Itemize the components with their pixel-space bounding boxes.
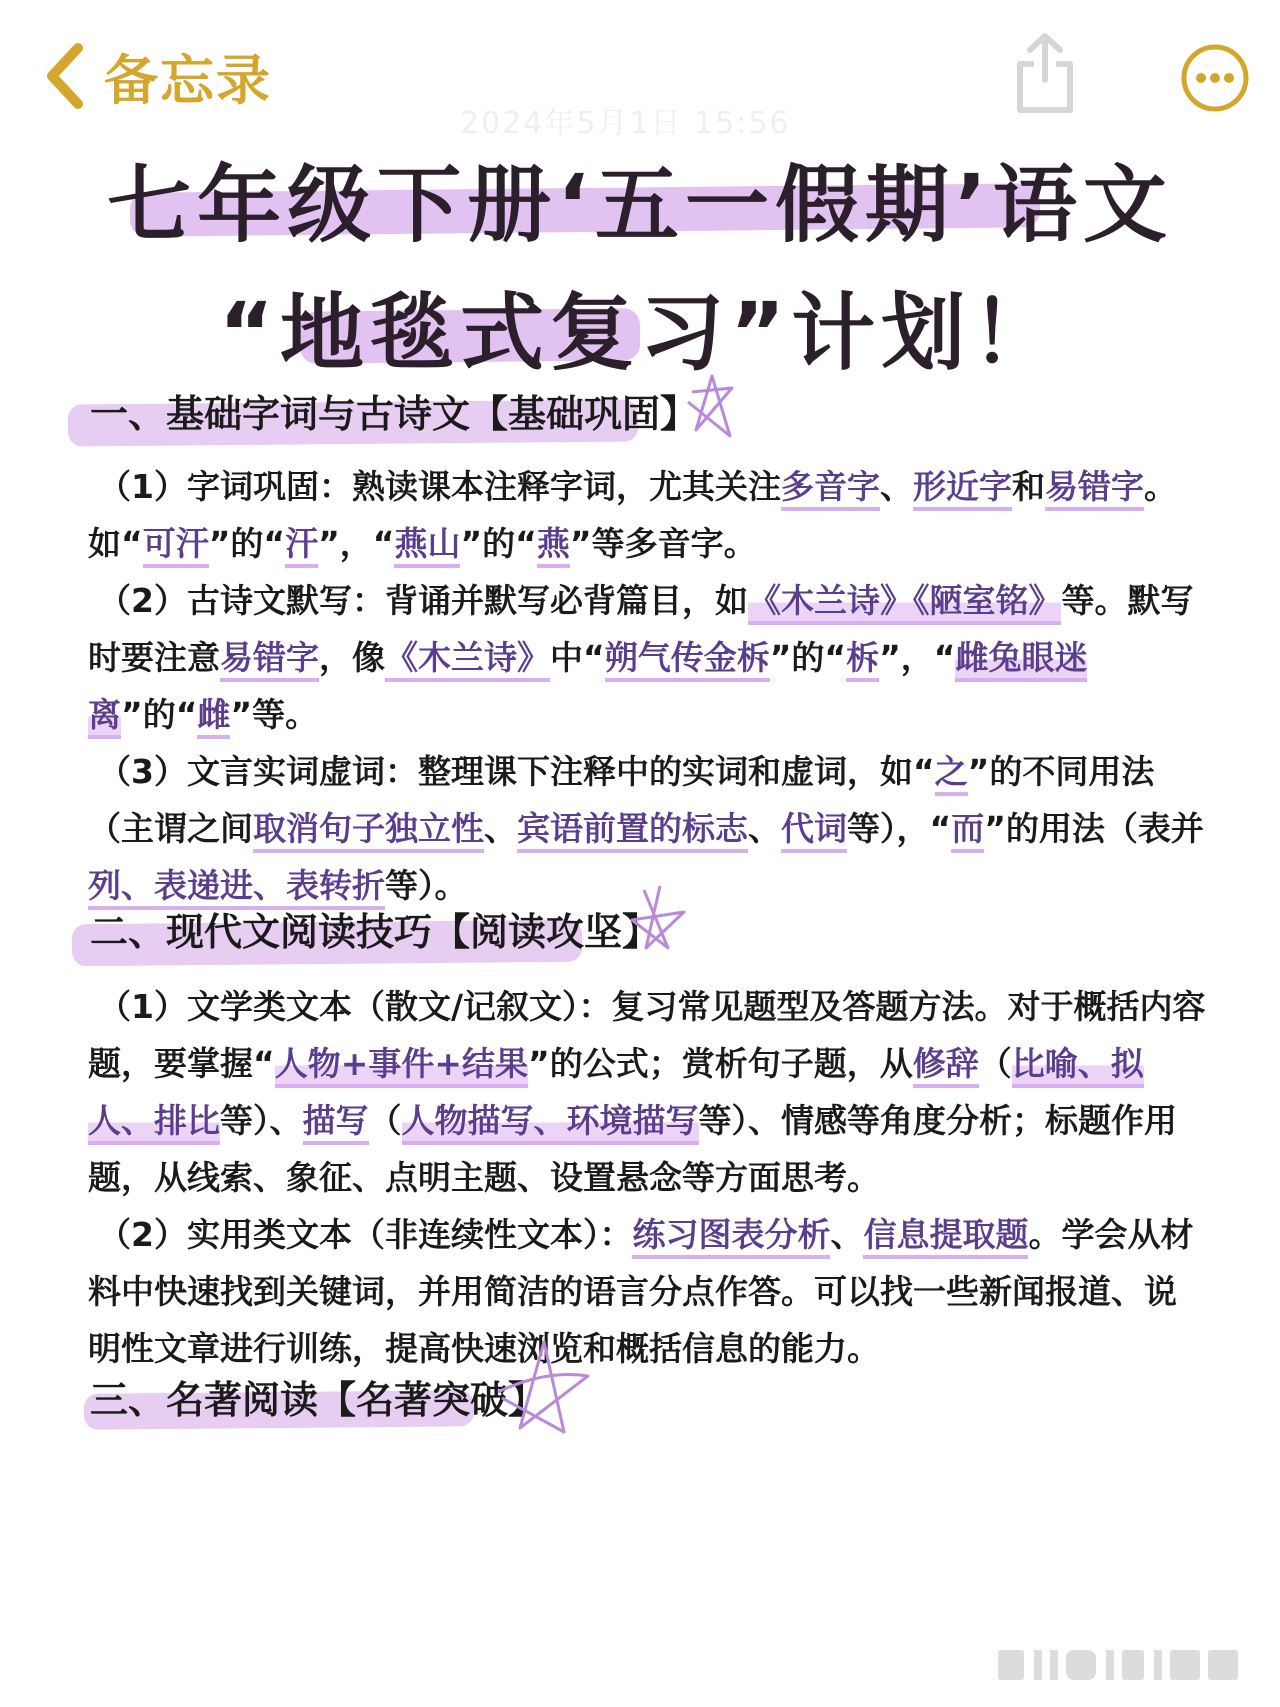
chevron-left-icon — [40, 40, 90, 112]
list-item: （1）文学类文本（散文/记叙文）：复习常见题型及答题方法。对于概括内容题，要掌握“人物+事件+结果”的公式；赏析句子题，从修辞（比喻、拟人、排比等）、描写（人物描写、环境描写等）、情感等角度分析；标题作用题，从线索、象征、点明主题、设置悬念等方面思考。 — [88, 987, 1206, 1197]
more-options-icon[interactable] — [1180, 43, 1250, 113]
section-heading: 二、现代文阅读技巧【阅读攻坚】 — [90, 910, 661, 954]
section-heading: 一、基础字词与古诗文【基础巩固】 — [90, 392, 699, 436]
list-item: （3）文言实词虚词：整理课下注释中的实词和虚词，如“之”的不同用法（主谓之间取消句子独立性、宾语前置的标志、代词等），“而”的用法（表并列、表递进、表转折等）。 — [88, 743, 1208, 914]
back-button[interactable] — [40, 40, 272, 112]
note-date: 2024年5月1日 15:56 — [460, 106, 791, 141]
list-item: （2）实用类文本（非连续性文本）：练习图表分析、信息提取题。学会从材料中快速找到关键词，并用简洁的语言分点作答。可以找一些新闻报道、说明性文章进行训练，提高快速浏览和概括信息的能力。 — [88, 1215, 1194, 1368]
page-subtitle: “地毯式复习”计划！ — [218, 284, 1062, 382]
share-icon[interactable] — [1010, 30, 1080, 116]
list-item: （1）字词巩固：熟读课本注释字词，尤其关注多音字、形近字和易错字。如“可汗”的“汗”，“燕山”的“燕”等多音字。 — [88, 458, 1208, 572]
page-title: 七年级下册‘五一假期’语文 — [107, 156, 1173, 254]
star-doodle-icon — [624, 882, 690, 954]
back-label: 备忘录 — [104, 48, 272, 112]
nav-bar — [0, 0, 1280, 150]
section-1-body — [88, 458, 1208, 914]
watermark-logo-icon — [994, 1644, 1244, 1688]
star-doodle-icon — [682, 372, 740, 444]
list-item: （2）古诗文默写：背诵并默写必背篇目，如《木兰诗》《陋室铭》等。默写时要注意易错字，像《木兰诗》中“朔气传金柝”的“柝”，“雌兔眼迷离”的“雌”等。 — [88, 572, 1208, 743]
section-heading: 三、名著阅读【名著突破】 — [90, 1378, 547, 1422]
section-2-body — [88, 978, 1208, 1377]
star-doodle-icon — [492, 1336, 596, 1436]
